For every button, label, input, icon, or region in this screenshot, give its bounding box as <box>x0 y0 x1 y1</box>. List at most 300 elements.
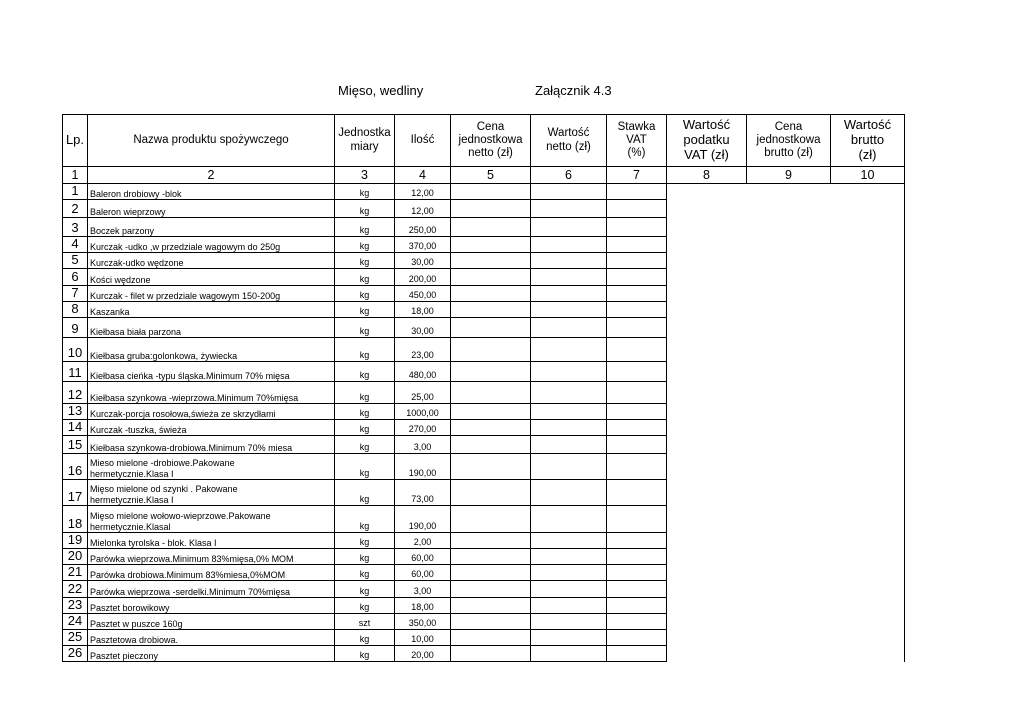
product-name: Kiełbasa cieńka -typu śląska.Minimum 70% mięsa <box>88 362 335 382</box>
unit-price-gross-cell <box>747 302 831 318</box>
unit-price-gross-cell <box>747 533 831 549</box>
unit-price-gross-cell <box>747 362 831 382</box>
unit-price-gross-cell <box>747 614 831 630</box>
unit-price-net-cell <box>451 646 531 662</box>
quantity: 200,00 <box>395 269 451 286</box>
quantity: 18,00 <box>395 302 451 318</box>
col-header-unit-price-gross: Cena jednostkowa brutto (zł) <box>747 115 831 167</box>
unit-price-gross-cell <box>747 581 831 598</box>
column-number: 7 <box>607 167 667 184</box>
quantity: 73,00 <box>395 480 451 506</box>
table-row <box>63 286 905 302</box>
quantity: 18,00 <box>395 598 451 614</box>
row-lp: 20 <box>63 549 88 565</box>
unit-price-net-cell <box>451 581 531 598</box>
product-name: Kiełbasa szynkowa-drobiowa.Minimum 70% miesa <box>88 436 335 454</box>
vat-rate-cell <box>607 362 667 382</box>
row-lp: 19 <box>63 533 88 549</box>
product-name: Kości wędzone <box>88 269 335 286</box>
unit-of-measure: kg <box>335 253 395 269</box>
col-header-vat-rate: Stawka VAT (%) <box>607 115 667 167</box>
row-lp: 22 <box>63 581 88 598</box>
value-gross-cell <box>831 506 905 533</box>
vat-value-cell <box>667 420 747 436</box>
vat-rate-cell <box>607 614 667 630</box>
value-gross-cell <box>831 565 905 581</box>
value-gross-cell <box>831 362 905 382</box>
unit-price-gross-cell <box>747 253 831 269</box>
unit-of-measure: kg <box>335 338 395 362</box>
unit-price-gross-cell <box>747 218 831 237</box>
value-gross-cell <box>831 420 905 436</box>
product-name: Kurczak-udko wędzone <box>88 253 335 269</box>
unit-of-measure: kg <box>335 237 395 253</box>
unit-price-net-cell <box>451 362 531 382</box>
value-gross-cell <box>831 630 905 646</box>
product-name: Kaszanka <box>88 302 335 318</box>
product-name: Mięso mielone od szynki . Pakowane hermetycznie.Klasa I <box>88 480 335 506</box>
unit-price-gross-cell <box>747 382 831 404</box>
unit-price-net-cell <box>451 598 531 614</box>
unit-price-net-cell <box>451 286 531 302</box>
row-lp: 7 <box>63 286 88 302</box>
vat-value-cell <box>667 549 747 565</box>
unit-price-gross-cell <box>747 549 831 565</box>
unit-price-net-cell <box>451 218 531 237</box>
vat-rate-cell <box>607 286 667 302</box>
vat-rate-cell <box>607 598 667 614</box>
value-gross-cell <box>831 269 905 286</box>
value-net-cell <box>531 614 607 630</box>
unit-price-gross-cell <box>747 420 831 436</box>
product-name: Baleron wieprzowy <box>88 200 335 218</box>
unit-price-gross-cell <box>747 318 831 338</box>
value-net-cell <box>531 565 607 581</box>
table-row <box>63 506 905 533</box>
unit-of-measure: kg <box>335 646 395 662</box>
unit-price-gross-cell <box>747 506 831 533</box>
table-row <box>63 614 905 630</box>
table-row <box>63 480 905 506</box>
value-net-cell <box>531 184 607 200</box>
col-header-name: Nazwa produktu spożywczego <box>88 115 335 167</box>
unit-price-net-cell <box>451 382 531 404</box>
vat-value-cell <box>667 581 747 598</box>
value-net-cell <box>531 269 607 286</box>
vat-rate-cell <box>607 237 667 253</box>
value-net-cell <box>531 480 607 506</box>
value-net-cell <box>531 338 607 362</box>
unit-price-gross-cell <box>747 598 831 614</box>
column-number: 9 <box>747 167 831 184</box>
value-net-cell <box>531 218 607 237</box>
row-lp: 26 <box>63 646 88 662</box>
column-number: 5 <box>451 167 531 184</box>
table-row <box>63 237 905 253</box>
value-gross-cell <box>831 598 905 614</box>
unit-price-net-cell <box>451 184 531 200</box>
value-net-cell <box>531 404 607 420</box>
unit-price-gross-cell <box>747 237 831 253</box>
value-gross-cell <box>831 480 905 506</box>
value-gross-cell <box>831 382 905 404</box>
unit-of-measure: kg <box>335 436 395 454</box>
unit-of-measure: kg <box>335 382 395 404</box>
table-row <box>63 318 905 338</box>
vat-rate-cell <box>607 565 667 581</box>
vat-value-cell <box>667 404 747 420</box>
vat-rate-cell <box>607 480 667 506</box>
product-name: Pasztetowa drobiowa. <box>88 630 335 646</box>
product-name: Kurczak - filet w przedziale wagowym 150-200g <box>88 286 335 302</box>
quantity: 60,00 <box>395 565 451 581</box>
value-gross-cell <box>831 218 905 237</box>
row-lp: 16 <box>63 454 88 480</box>
table-row <box>63 581 905 598</box>
vat-value-cell <box>667 362 747 382</box>
value-gross-cell <box>831 549 905 565</box>
unit-price-net-cell <box>451 338 531 362</box>
vat-value-cell <box>667 506 747 533</box>
unit-price-net-cell <box>451 480 531 506</box>
row-lp: 9 <box>63 318 88 338</box>
vat-rate-cell <box>607 253 667 269</box>
vat-value-cell <box>667 200 747 218</box>
table-row <box>63 382 905 404</box>
value-gross-cell <box>831 237 905 253</box>
row-lp: 1 <box>63 184 88 200</box>
product-name: Pasztet w puszce 160g <box>88 614 335 630</box>
vat-value-cell <box>667 454 747 480</box>
column-number-row <box>63 167 905 184</box>
row-lp: 23 <box>63 598 88 614</box>
unit-of-measure: kg <box>335 454 395 480</box>
quantity: 3,00 <box>395 436 451 454</box>
unit-price-net-cell <box>451 200 531 218</box>
unit-price-net-cell <box>451 237 531 253</box>
row-lp: 4 <box>63 237 88 253</box>
vat-value-cell <box>667 480 747 506</box>
vat-rate-cell <box>607 382 667 404</box>
table-row <box>63 302 905 318</box>
unit-of-measure: kg <box>335 218 395 237</box>
vat-rate-cell <box>607 420 667 436</box>
page-title: Mięso, wedliny <box>338 83 424 98</box>
column-number: 6 <box>531 167 607 184</box>
column-number: 1 <box>63 167 88 184</box>
row-lp: 3 <box>63 218 88 237</box>
value-net-cell <box>531 506 607 533</box>
unit-price-gross-cell <box>747 404 831 420</box>
col-header-value-net: Wartość netto (zł) <box>531 115 607 167</box>
unit-price-gross-cell <box>747 286 831 302</box>
vat-value-cell <box>667 598 747 614</box>
vat-rate-cell <box>607 269 667 286</box>
unit-of-measure: kg <box>335 286 395 302</box>
vat-rate-cell <box>607 302 667 318</box>
product-name: Mielonka tyrolska - blok. Klasa I <box>88 533 335 549</box>
value-net-cell <box>531 302 607 318</box>
product-name: Mieso mielone -drobiowe.Pakowane hermetycznie.Klasa I <box>88 454 335 480</box>
product-name: Parówka wieprzowa.Minimum 83%mięsa,0% MOM <box>88 549 335 565</box>
value-gross-cell <box>831 614 905 630</box>
row-lp: 17 <box>63 480 88 506</box>
row-lp: 24 <box>63 614 88 630</box>
unit-of-measure: kg <box>335 598 395 614</box>
vat-rate-cell <box>607 646 667 662</box>
vat-rate-cell <box>607 318 667 338</box>
unit-of-measure: kg <box>335 549 395 565</box>
quantity: 480,00 <box>395 362 451 382</box>
product-name: Baleron drobiowy -blok <box>88 184 335 200</box>
unit-price-net-cell <box>451 420 531 436</box>
vat-value-cell <box>667 533 747 549</box>
value-gross-cell <box>831 253 905 269</box>
value-net-cell <box>531 549 607 565</box>
row-lp: 21 <box>63 565 88 581</box>
vat-rate-cell <box>607 404 667 420</box>
value-net-cell <box>531 237 607 253</box>
vat-value-cell <box>667 614 747 630</box>
vat-value-cell <box>667 646 747 662</box>
vat-rate-cell <box>607 454 667 480</box>
vat-rate-cell <box>607 549 667 565</box>
row-lp: 13 <box>63 404 88 420</box>
vat-rate-cell <box>607 338 667 362</box>
unit-of-measure: kg <box>335 269 395 286</box>
unit-of-measure: kg <box>335 318 395 338</box>
value-gross-cell <box>831 286 905 302</box>
value-net-cell <box>531 454 607 480</box>
row-lp: 8 <box>63 302 88 318</box>
quantity: 20,00 <box>395 646 451 662</box>
unit-price-net-cell <box>451 549 531 565</box>
vat-rate-cell <box>607 200 667 218</box>
value-net-cell <box>531 362 607 382</box>
row-lp: 2 <box>63 200 88 218</box>
product-table <box>62 114 905 662</box>
unit-of-measure: kg <box>335 420 395 436</box>
col-header-value-gross: Wartość brutto (zł) <box>831 115 905 167</box>
unit-price-net-cell <box>451 269 531 286</box>
value-net-cell <box>531 436 607 454</box>
product-name: Kiełbasa szynkowa -wieprzowa.Minimum 70%mięsa <box>88 382 335 404</box>
unit-of-measure: kg <box>335 565 395 581</box>
value-net-cell <box>531 646 607 662</box>
quantity: 450,00 <box>395 286 451 302</box>
unit-price-gross-cell <box>747 454 831 480</box>
row-lp: 12 <box>63 382 88 404</box>
unit-price-net-cell <box>451 565 531 581</box>
value-gross-cell <box>831 646 905 662</box>
value-net-cell <box>531 420 607 436</box>
quantity: 10,00 <box>395 630 451 646</box>
unit-price-net-cell <box>451 630 531 646</box>
column-number: 3 <box>335 167 395 184</box>
table-row <box>63 338 905 362</box>
row-lp: 14 <box>63 420 88 436</box>
quantity: 270,00 <box>395 420 451 436</box>
value-net-cell <box>531 598 607 614</box>
value-gross-cell <box>831 454 905 480</box>
quantity: 190,00 <box>395 506 451 533</box>
unit-price-gross-cell <box>747 646 831 662</box>
product-name: Kurczak-porcja rosołowa,świeża ze skrzydłami <box>88 404 335 420</box>
quantity: 23,00 <box>395 338 451 362</box>
vat-value-cell <box>667 237 747 253</box>
unit-of-measure: kg <box>335 200 395 218</box>
value-net-cell <box>531 581 607 598</box>
table-row <box>63 598 905 614</box>
vat-value-cell <box>667 269 747 286</box>
row-lp: 11 <box>63 362 88 382</box>
unit-price-net-cell <box>451 436 531 454</box>
unit-of-measure: kg <box>335 506 395 533</box>
vat-value-cell <box>667 184 747 200</box>
unit-price-net-cell <box>451 614 531 630</box>
table-row <box>63 436 905 454</box>
unit-of-measure: kg <box>335 404 395 420</box>
unit-of-measure: kg <box>335 302 395 318</box>
vat-value-cell <box>667 302 747 318</box>
col-header-lp: Lp. <box>63 115 88 167</box>
vat-rate-cell <box>607 630 667 646</box>
value-gross-cell <box>831 184 905 200</box>
col-header-vat-value: Wartość podatku VAT (zł) <box>667 115 747 167</box>
product-name: Kurczak -udko ,w przedziale wagowym do 250g <box>88 237 335 253</box>
product-name: Kiełbasa biała parzona <box>88 318 335 338</box>
unit-price-net-cell <box>451 404 531 420</box>
col-header-unit-price-net: Cena jednostkowa netto (zł) <box>451 115 531 167</box>
value-net-cell <box>531 533 607 549</box>
unit-price-gross-cell <box>747 184 831 200</box>
value-gross-cell <box>831 533 905 549</box>
value-gross-cell <box>831 404 905 420</box>
unit-price-gross-cell <box>747 269 831 286</box>
column-number: 2 <box>88 167 335 184</box>
unit-of-measure: kg <box>335 362 395 382</box>
row-lp: 18 <box>63 506 88 533</box>
unit-price-gross-cell <box>747 436 831 454</box>
unit-of-measure: kg <box>335 533 395 549</box>
value-net-cell <box>531 630 607 646</box>
value-net-cell <box>531 318 607 338</box>
quantity: 12,00 <box>395 184 451 200</box>
product-name: Kurczak -tuszka, świeża <box>88 420 335 436</box>
value-net-cell <box>531 253 607 269</box>
column-number: 4 <box>395 167 451 184</box>
quantity: 350,00 <box>395 614 451 630</box>
vat-rate-cell <box>607 184 667 200</box>
unit-price-net-cell <box>451 454 531 480</box>
col-header-qty: Ilość <box>395 115 451 167</box>
table-row <box>63 454 905 480</box>
vat-value-cell <box>667 436 747 454</box>
table-header-row <box>63 115 905 167</box>
value-gross-cell <box>831 581 905 598</box>
unit-price-gross-cell <box>747 480 831 506</box>
unit-of-measure: kg <box>335 480 395 506</box>
vat-value-cell <box>667 253 747 269</box>
quantity: 190,00 <box>395 454 451 480</box>
value-gross-cell <box>831 318 905 338</box>
unit-price-net-cell <box>451 506 531 533</box>
value-gross-cell <box>831 338 905 362</box>
quantity: 60,00 <box>395 549 451 565</box>
product-name: Mięso mielone wołowo-wieprzowe.Pakowane hermetycznie.Klasal <box>88 506 335 533</box>
table-row <box>63 549 905 565</box>
quantity: 2,00 <box>395 533 451 549</box>
table-row <box>63 362 905 382</box>
quantity: 1000,00 <box>395 404 451 420</box>
column-number: 10 <box>831 167 905 184</box>
unit-of-measure: kg <box>335 581 395 598</box>
value-gross-cell <box>831 302 905 318</box>
column-number: 8 <box>667 167 747 184</box>
table-row <box>63 253 905 269</box>
product-name: Boczek parzony <box>88 218 335 237</box>
quantity: 370,00 <box>395 237 451 253</box>
unit-of-measure: szt <box>335 614 395 630</box>
vat-rate-cell <box>607 581 667 598</box>
product-name: Kiełbasa gruba:golonkowa, żywiecka <box>88 338 335 362</box>
vat-rate-cell <box>607 533 667 549</box>
value-gross-cell <box>831 436 905 454</box>
table-row <box>63 565 905 581</box>
quantity: 30,00 <box>395 253 451 269</box>
value-net-cell <box>531 286 607 302</box>
unit-price-net-cell <box>451 533 531 549</box>
table-row <box>63 646 905 662</box>
row-lp: 15 <box>63 436 88 454</box>
unit-price-net-cell <box>451 318 531 338</box>
row-lp: 10 <box>63 338 88 362</box>
unit-price-gross-cell <box>747 565 831 581</box>
unit-of-measure: kg <box>335 184 395 200</box>
unit-price-gross-cell <box>747 200 831 218</box>
vat-value-cell <box>667 630 747 646</box>
product-name: Pasztet borowikowy <box>88 598 335 614</box>
col-header-unit: Jednostka miary <box>335 115 395 167</box>
vat-rate-cell <box>607 436 667 454</box>
table-row <box>63 404 905 420</box>
table-row <box>63 420 905 436</box>
vat-value-cell <box>667 218 747 237</box>
value-gross-cell <box>831 200 905 218</box>
unit-price-gross-cell <box>747 630 831 646</box>
quantity: 30,00 <box>395 318 451 338</box>
product-name: Parówka wieprzowa -serdelki.Minimum 70%mięsa <box>88 581 335 598</box>
row-lp: 25 <box>63 630 88 646</box>
vat-value-cell <box>667 286 747 302</box>
unit-price-gross-cell <box>747 338 831 362</box>
unit-price-net-cell <box>451 302 531 318</box>
table-row <box>63 533 905 549</box>
vat-rate-cell <box>607 506 667 533</box>
table-row <box>63 630 905 646</box>
row-lp: 5 <box>63 253 88 269</box>
table-row <box>63 184 905 200</box>
vat-value-cell <box>667 318 747 338</box>
table-row <box>63 200 905 218</box>
quantity: 12,00 <box>395 200 451 218</box>
vat-value-cell <box>667 565 747 581</box>
table-row <box>63 269 905 286</box>
unit-of-measure: kg <box>335 630 395 646</box>
value-net-cell <box>531 382 607 404</box>
unit-price-net-cell <box>451 253 531 269</box>
attachment-label: Załącznik 4.3 <box>535 83 612 98</box>
